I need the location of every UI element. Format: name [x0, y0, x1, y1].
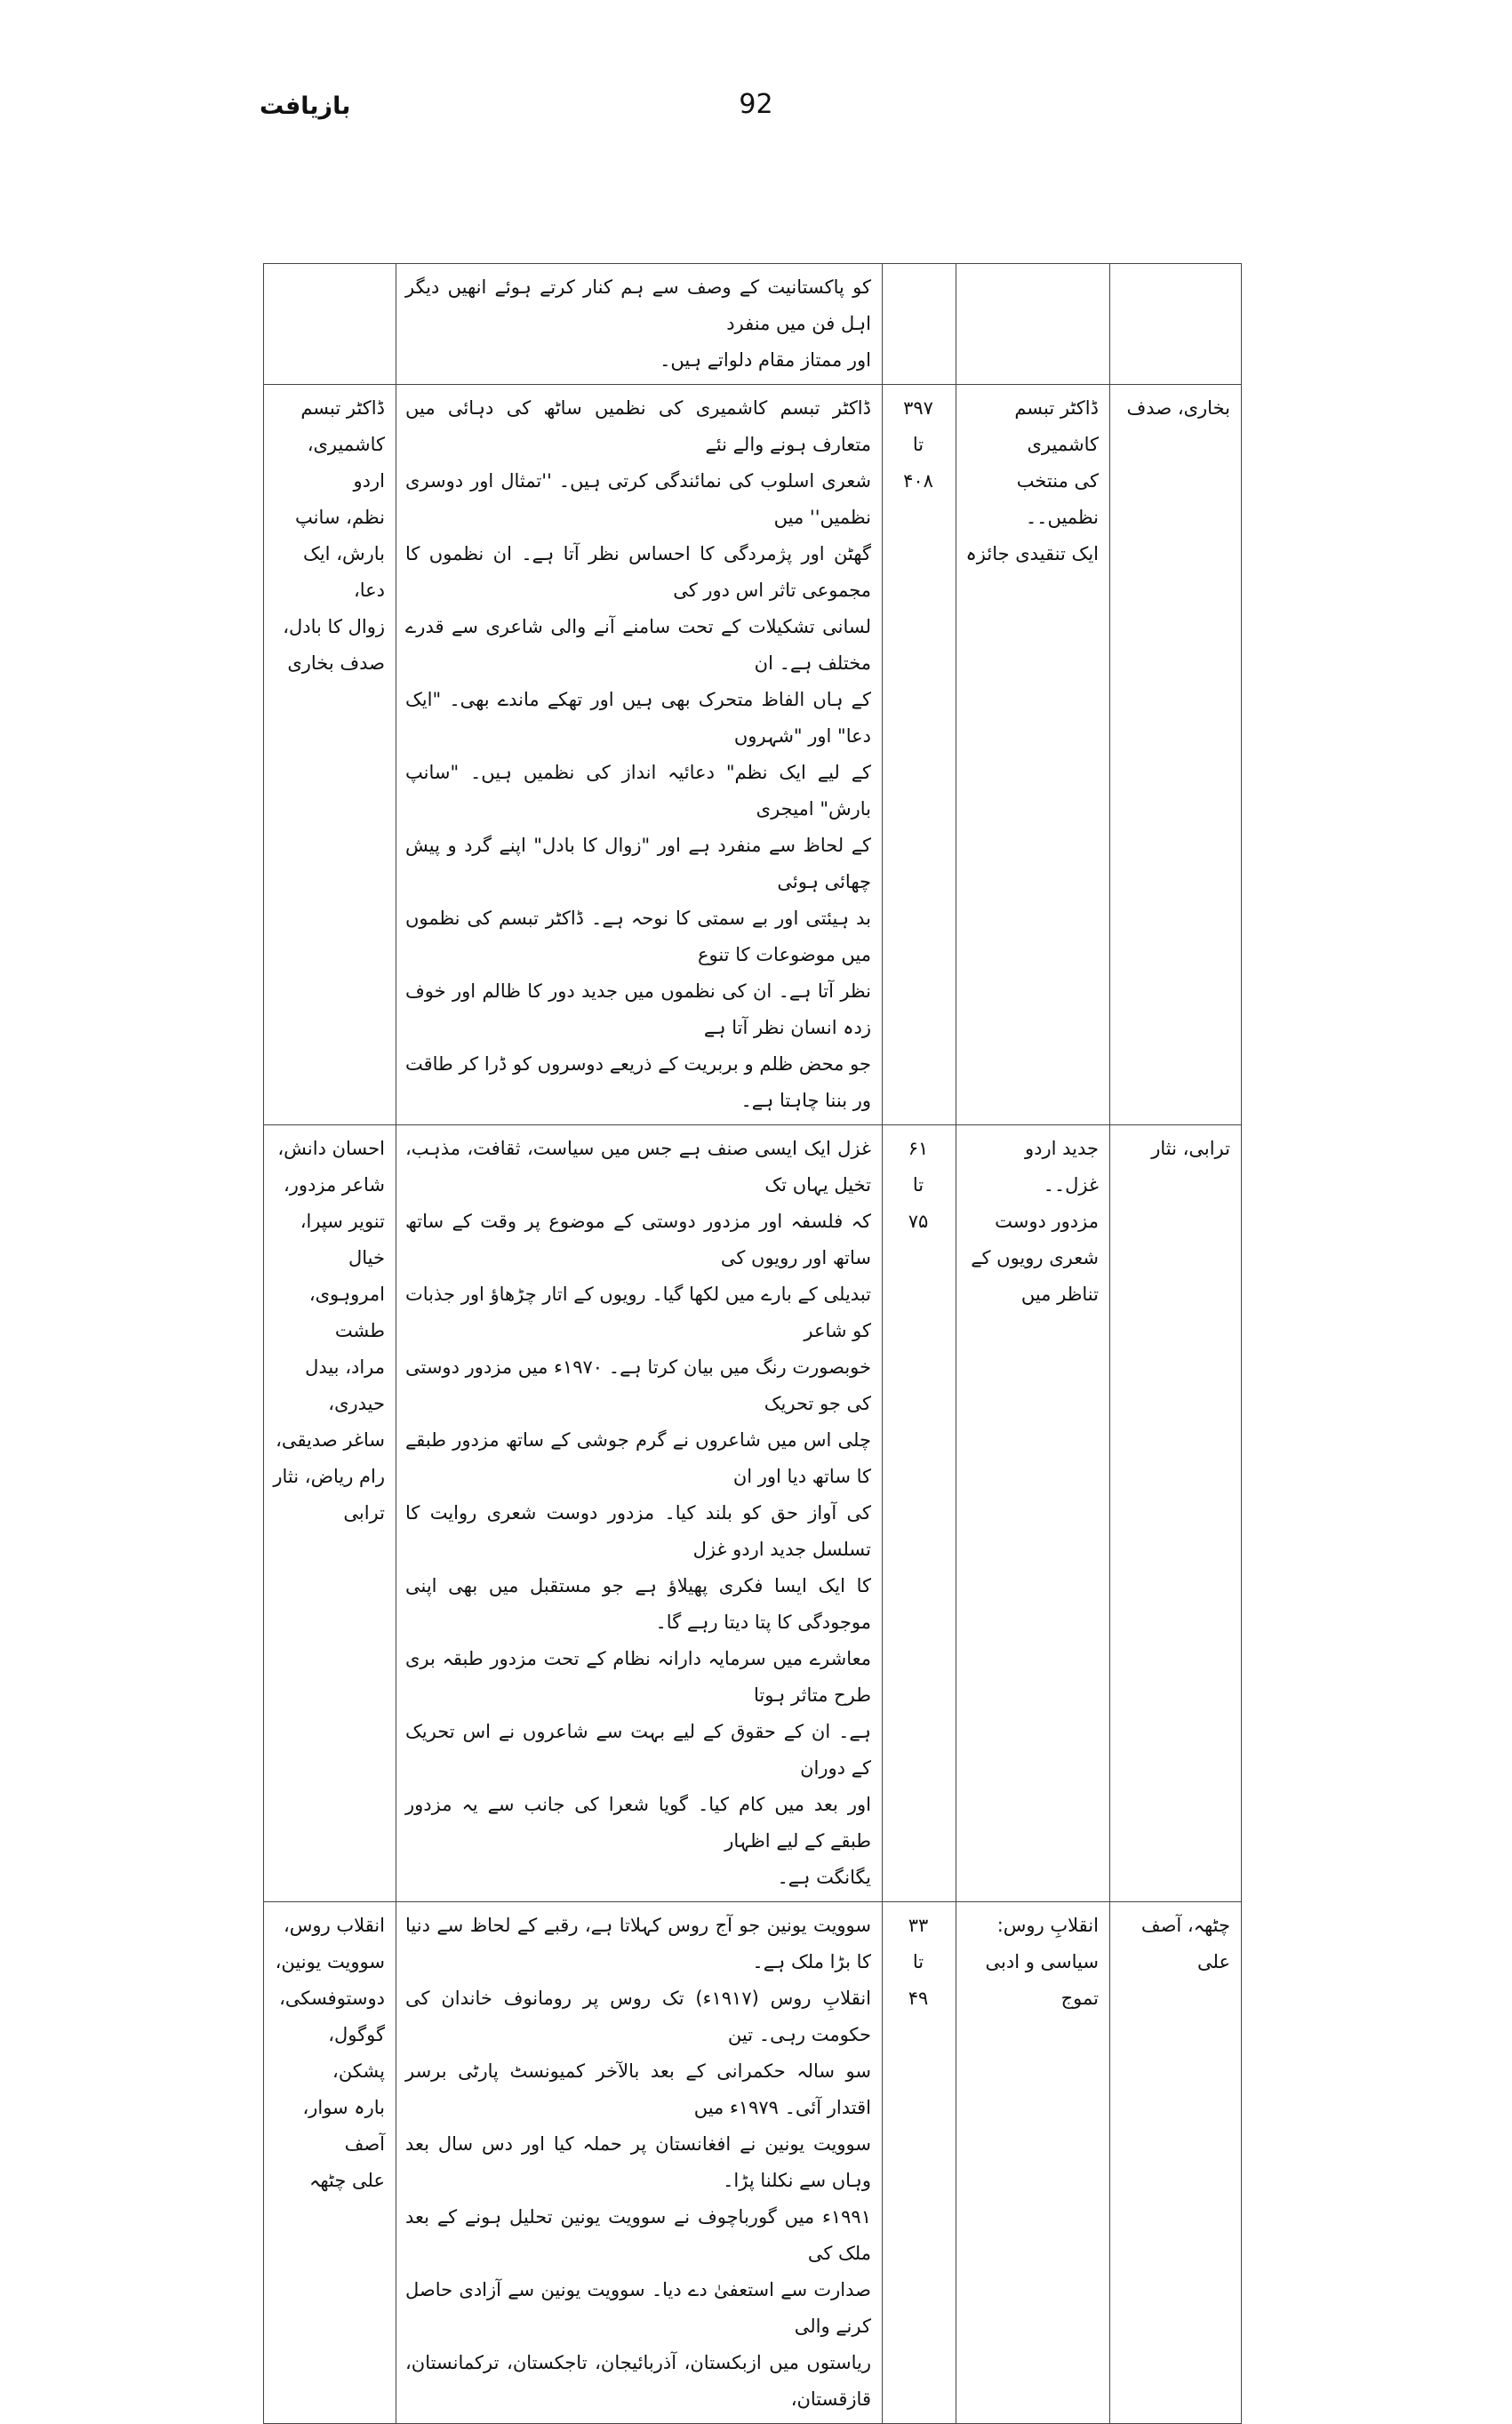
- author-cell: [1110, 385, 1242, 1125]
- abstract-cell-line: کا ایک ایسا فکری پھیلاؤ ہے جو مستقبل میں بھی اپنی موجودگی کا پتا دیتا رہے گا۔: [405, 1575, 871, 1633]
- abstract-cell-line: ریاستوں میں ازبکستان، آذربائیجان، تاجکستان، ترکمانستان، قازقستان،: [405, 2352, 871, 2410]
- article-title-cell-line: تناظر میں: [1020, 1284, 1099, 1305]
- article-title-cell-line: ڈاکٹر تبسم کاشمیری: [1014, 397, 1099, 455]
- page-range-cell-line: ۴۰۸: [903, 470, 933, 492]
- keywords-cell-line: بارہ سوار، آصف: [302, 2097, 385, 2155]
- keywords-cell-line: شاعر مزدور،: [283, 1174, 385, 1196]
- table-row: [264, 385, 1242, 1125]
- abstract-cell-line: جو محض ظلم و بربریت کے ذریعے دوسروں کو ڈرا کر طاقت ور بننا چاہتا ہے۔: [405, 1053, 871, 1111]
- keywords-cell-line: مراد، بیدل: [305, 1356, 385, 1378]
- abstract-cell-line: ڈاکٹر تبسم کاشمیری کی نظمیں ساٹھ کی دہائی میں متعارف ہونے والے نئے: [405, 397, 871, 455]
- abstract-cell-line: صدارت سے استعفیٰ دے دیا۔ سوویت یونین سے آزادی حاصل کرنے والی: [405, 2279, 871, 2337]
- page-range-cell: [883, 385, 956, 1125]
- keywords-cell: [264, 385, 396, 1125]
- abstract-cell-line: اور ممتاز مقام دلواتے ہیں۔: [660, 349, 871, 371]
- keywords-cell-line: امروہوی، طشت: [308, 1284, 385, 1341]
- table-row: [264, 1902, 1242, 2424]
- abstract-cell-line: سوویت یونین جو آج روس کہلاتا ہے، رقبے کے لحاظ سے دنیا کا بڑا ملک ہے۔: [405, 1915, 871, 1972]
- abstract-cell: [396, 385, 883, 1125]
- keywords-cell-line: ترابی: [343, 1502, 385, 1524]
- abstract-cell-line: کے ہاں الفاظ متحرک بھی ہیں اور تھکے ماندے بھی۔ "ایک دعا" اور "شہروں: [405, 689, 871, 747]
- journal-title: بازیافت: [260, 92, 351, 120]
- keywords-cell-line: سوویت یونین،: [275, 1951, 385, 1972]
- article-title-cell-line: انقلابِ روس:: [996, 1915, 1099, 1936]
- author-cell-text: چٹھہ، آصف علی: [1140, 1915, 1230, 1972]
- abstract-cell-line: بد ہیئتی اور بے سمتی کا نوحہ ہے۔ ڈاکٹر تبسم کی نظموں میں موضوعات کا تنوع: [405, 908, 871, 965]
- keywords-cell-line: ڈاکٹر تبسم: [300, 397, 385, 419]
- page-range-cell: [883, 1125, 956, 1902]
- author-cell: [1110, 1902, 1242, 2424]
- abstract-cell-line: کہ فلسفہ اور مزدور دوستی کے موضوع پر وقت کے ساتھ ساتھ اور رویوں کی: [405, 1211, 871, 1268]
- article-title-cell-line: ایک تنقیدی جائزہ: [965, 543, 1099, 564]
- abstract-cell: [396, 1125, 883, 1902]
- index-table-body: [264, 264, 1242, 2424]
- article-title-cell: [956, 385, 1110, 1125]
- keywords-cell: [264, 264, 396, 385]
- author-cell: [1110, 1125, 1242, 1902]
- article-title-cell-line: کی منتخب نظمیں۔۔: [1016, 470, 1099, 528]
- keywords-cell-line: بارش، ایک دعا،: [303, 543, 385, 601]
- abstract-cell-line: چلی اس میں شاعروں نے گرم جوشی کے ساتھ مزدور طبقے کا ساتھ دیا اور ان: [405, 1429, 871, 1487]
- keywords-cell-line: گوگول، پشکن،: [328, 2024, 385, 2082]
- abstract-cell-line: سوویت یونین نے افغانستان پر حملہ کیا اور دس سال بعد وہاں سے نکلنا پڑا۔: [405, 2133, 871, 2191]
- article-title-cell-line: سیاسی و ادبی تموج: [985, 1951, 1099, 2009]
- page-range-cell-line: تا: [912, 434, 924, 455]
- abstract-cell-line: اور بعد میں کام کیا۔ گویا شعرا کی جانب سے یہ مزدور طبقے کے لیے اظہار: [405, 1794, 871, 1852]
- abstract-cell-line: یگانگت ہے۔: [777, 1867, 871, 1888]
- keywords-cell-line: صدف بخاری: [287, 652, 385, 674]
- abstract-cell: [396, 1902, 883, 2424]
- abstract-cell-line: کی آواز حق کو بلند کیا۔ مزدور دوست شعری روایت کا تسلسل جدید اردو غزل: [405, 1502, 871, 1560]
- article-title-cell: [956, 264, 1110, 385]
- page-range-cell-line: ۷۵: [908, 1211, 929, 1232]
- keywords-cell: [264, 1902, 396, 2424]
- author-cell-text: بخاری، صدف: [1126, 397, 1230, 419]
- page-range-cell-line: ۳۳: [908, 1915, 929, 1936]
- keywords-cell-line: نظم، سانپ: [295, 507, 385, 528]
- keywords-cell-line: حیدری،: [328, 1393, 385, 1414]
- keywords-cell: [264, 1125, 396, 1902]
- page-range-cell-line: ۴۹: [908, 1988, 929, 2009]
- abstract-cell-line: ۱۹۹۱ء میں گورباچوف نے سوویت یونین تحلیل ہونے کے بعد ملک کی: [405, 2206, 871, 2264]
- keywords-cell-line: تنویر سپرا، خیال: [300, 1211, 385, 1268]
- page-number: 92: [739, 89, 773, 120]
- page-range-cell-line: ۳۹۷: [903, 397, 933, 419]
- keywords-cell-line: کاشمیری، اردو: [307, 434, 385, 492]
- page-range-cell: [883, 1902, 956, 2424]
- abstract-cell-line: نظر آتا ہے۔ ان کی نظموں میں جدید دور کا ظالم اور خوف زدہ انسان نظر آتا ہے: [405, 980, 871, 1038]
- abstract-cell-line: تبدیلی کے بارے میں لکھا گیا۔ رویوں کے اتار چڑھاؤ اور جذبات کو شاعر: [405, 1284, 871, 1341]
- abstract-cell: [396, 264, 883, 385]
- author-cell: [1110, 264, 1242, 385]
- author-cell-text: ترابی، نثار: [1151, 1138, 1230, 1159]
- keywords-cell-line: احسان دانش،: [277, 1138, 385, 1159]
- abstract-cell-line: معاشرے میں سرمایہ دارانہ نظام کے تحت مزدور طبقہ بری طرح متاثر ہوتا: [405, 1648, 871, 1706]
- abstract-cell-line: شعری اسلوب کی نمائندگی کرتی ہیں۔ ''تمثال اور دوسری نظمیں'' میں: [405, 470, 871, 528]
- abstract-cell-line: کے لیے ایک نظم" دعائیہ انداز کی نظمیں ہیں۔ "سانپ بارش" امیجری: [405, 762, 871, 820]
- keywords-cell-line: زوال کا بادل،: [283, 616, 385, 637]
- keywords-cell-line: رام ریاض، نثار: [273, 1466, 385, 1487]
- table-row: [264, 1125, 1242, 1902]
- index-table: [263, 263, 1242, 2424]
- abstract-cell-line: کے لحاظ سے منفرد ہے اور "زوال کا بادل" اپنے گرد و پیش چھائی ہوئی: [405, 835, 871, 892]
- abstract-cell-line: سو سالہ حکمرانی کے بعد بالآخر کمیونسٹ پارٹی برسر اقتدار آئی۔ ۱۹۷۹ء میں: [405, 2060, 871, 2118]
- article-title-cell-line: جدید اردو غزل۔۔: [1024, 1138, 1099, 1196]
- abstract-cell-line: ہے۔ ان کے حقوق کے لیے بہت سے شاعروں نے اس تحریک کے دوران: [405, 1721, 871, 1779]
- abstract-cell-line: انقلابِ روس (۱۹۱۷ء) تک روس پر رومانوف خاندان کی حکومت رہی۔ تین: [405, 1988, 871, 2045]
- abstract-cell-line: لسانی تشکیلات کے تحت سامنے آنے والی شاعری سے قدرے مختلف ہے۔ ان: [405, 616, 871, 674]
- keywords-cell-line: دوستوفسکی،: [279, 1988, 385, 2009]
- article-title-cell: [956, 1125, 1110, 1902]
- article-title-cell: [956, 1902, 1110, 2424]
- page-range-cell-line: ۶۱: [908, 1138, 929, 1159]
- keywords-cell-line: انقلاب روس،: [284, 1915, 385, 1936]
- article-title-cell-line: مزدور دوست: [995, 1211, 1099, 1232]
- page-range-cell-line: تا: [912, 1174, 924, 1196]
- abstract-cell-line: کو پاکستانیت کے وصف سے ہم کنار کرتے ہوئے انھیں دیگر اہل فن میں منفرد: [405, 276, 871, 334]
- abstract-cell-line: غزل ایک ایسی صنف ہے جس میں سیاست، ثقافت، مذہب، تخیل یہاں تک: [405, 1138, 871, 1196]
- abstract-cell-line: خوبصورت رنگ میں بیان کرتا ہے۔ ۱۹۷۰ء میں مزدور دوستی کی جو تحریک: [405, 1356, 871, 1414]
- keywords-cell-line: ساغر صدیقی،: [276, 1429, 385, 1451]
- abstract-cell-line: گھٹن اور پژمردگی کا احساس نظر آتا ہے۔ ان نظموں کا مجموعی تاثر اس دور کی: [405, 543, 871, 601]
- keywords-cell-line: علی چٹھہ: [309, 2170, 385, 2191]
- article-title-cell-line: شعری رویوں کے: [971, 1247, 1099, 1268]
- page-range-cell-line: تا: [912, 1951, 924, 1972]
- page-range-cell: [883, 264, 956, 385]
- table-row: [264, 264, 1242, 385]
